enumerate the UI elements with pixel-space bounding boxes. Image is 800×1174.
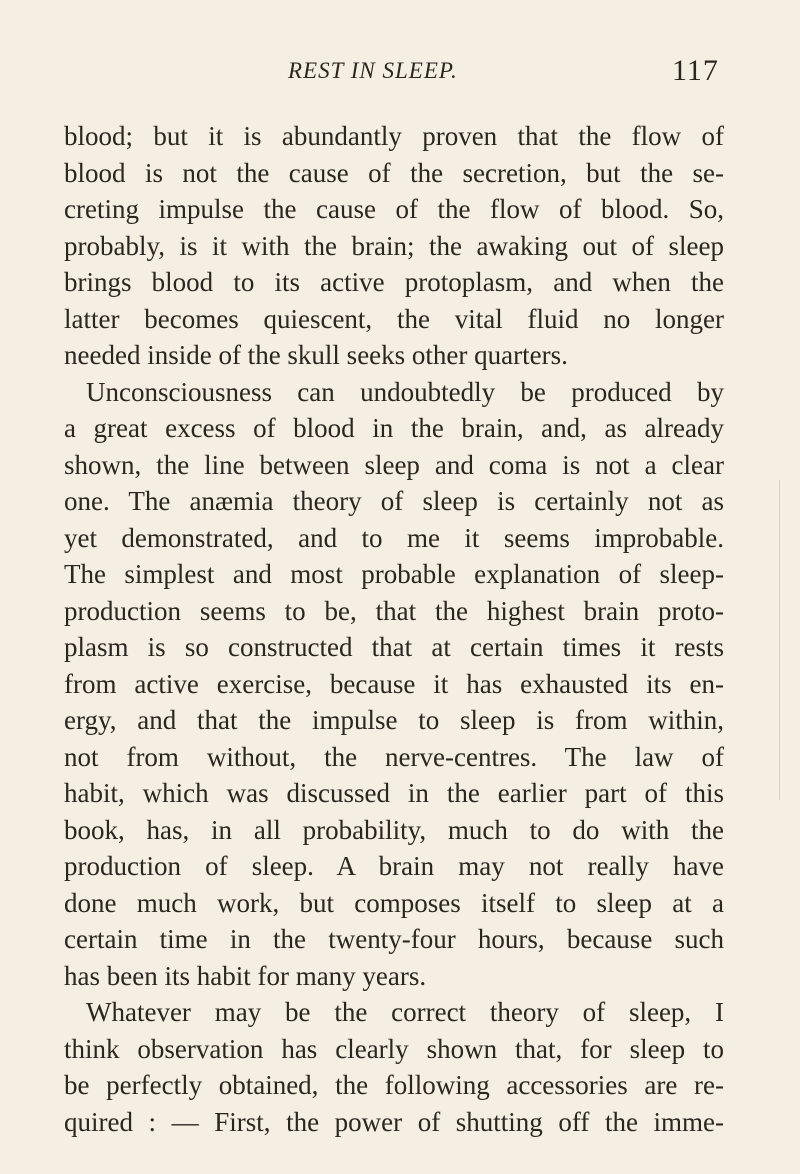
text-line: plasm is so constructed that at certain times it rests: [64, 632, 724, 662]
paragraph-start-line: Unconsciousness can undoubtedly be produced by: [86, 376, 724, 407]
text-line: blood is not the cause of the secretion, but the se-: [64, 157, 724, 188]
text-line: creting impulse the cause of the flow of blood. So,: [64, 194, 724, 224]
text-line: has been its habit for many years.: [64, 960, 427, 991]
text-line: a great excess of blood in the brain, and, as already: [64, 413, 724, 443]
page-number: 117: [672, 54, 719, 87]
text-line: yet demonstrated, and to me it seems improbable.: [64, 522, 724, 553]
text-line: quired : — First, the power of shutting off the imme-: [64, 1106, 724, 1137]
page-header: [0, 54, 800, 98]
text-line: from active exercise, because it has exhausted its en-: [64, 668, 724, 699]
paragraph-start-line: Whatever may be the correct theory of sleep, I: [86, 997, 724, 1027]
text-line: The simplest and most probable explanation of sleep-: [64, 559, 724, 589]
text-line: one. The anæmia theory of sleep is certainly not as: [64, 486, 724, 516]
text-line: shown, the line between sleep and coma is not a clear: [64, 449, 724, 480]
text-line: probably, is it with the brain; the awaking out of sleep: [64, 230, 724, 261]
text-line: not from without, the nerve-centres. The law of: [64, 741, 724, 772]
text-line: blood; but it is abundantly proven that the flow of: [64, 121, 724, 151]
text-line: certain time in the twenty-four hours, because such: [64, 924, 724, 954]
text-line: latter becomes quiescent, the vital fluid no longer: [64, 303, 724, 334]
running-head: REST IN SLEEP.: [288, 58, 458, 83]
text-line: brings blood to its active protoplasm, and when the: [64, 267, 724, 297]
text-line: production seems to be, that the highest brain proto-: [64, 595, 724, 626]
text-line: think observation has clearly shown that, for sleep to: [64, 1033, 724, 1064]
text-line: needed inside of the skull seeks other quarters.: [64, 340, 568, 370]
body-text: [64, 118, 724, 1140]
text-line: ergy, and that the impulse to sleep is from within,: [64, 705, 724, 735]
text-line: book, has, in all probability, much to do with the: [64, 814, 724, 845]
text-line: be perfectly obtained, the following accessories are re-: [64, 1070, 724, 1100]
text-line: done much work, but composes itself to sleep at a: [64, 887, 724, 918]
text-line: production of sleep. A brain may not really have: [64, 851, 724, 881]
text-line: habit, which was discussed in the earlier part of this: [64, 778, 724, 808]
page-edge-shadow: [779, 480, 800, 800]
